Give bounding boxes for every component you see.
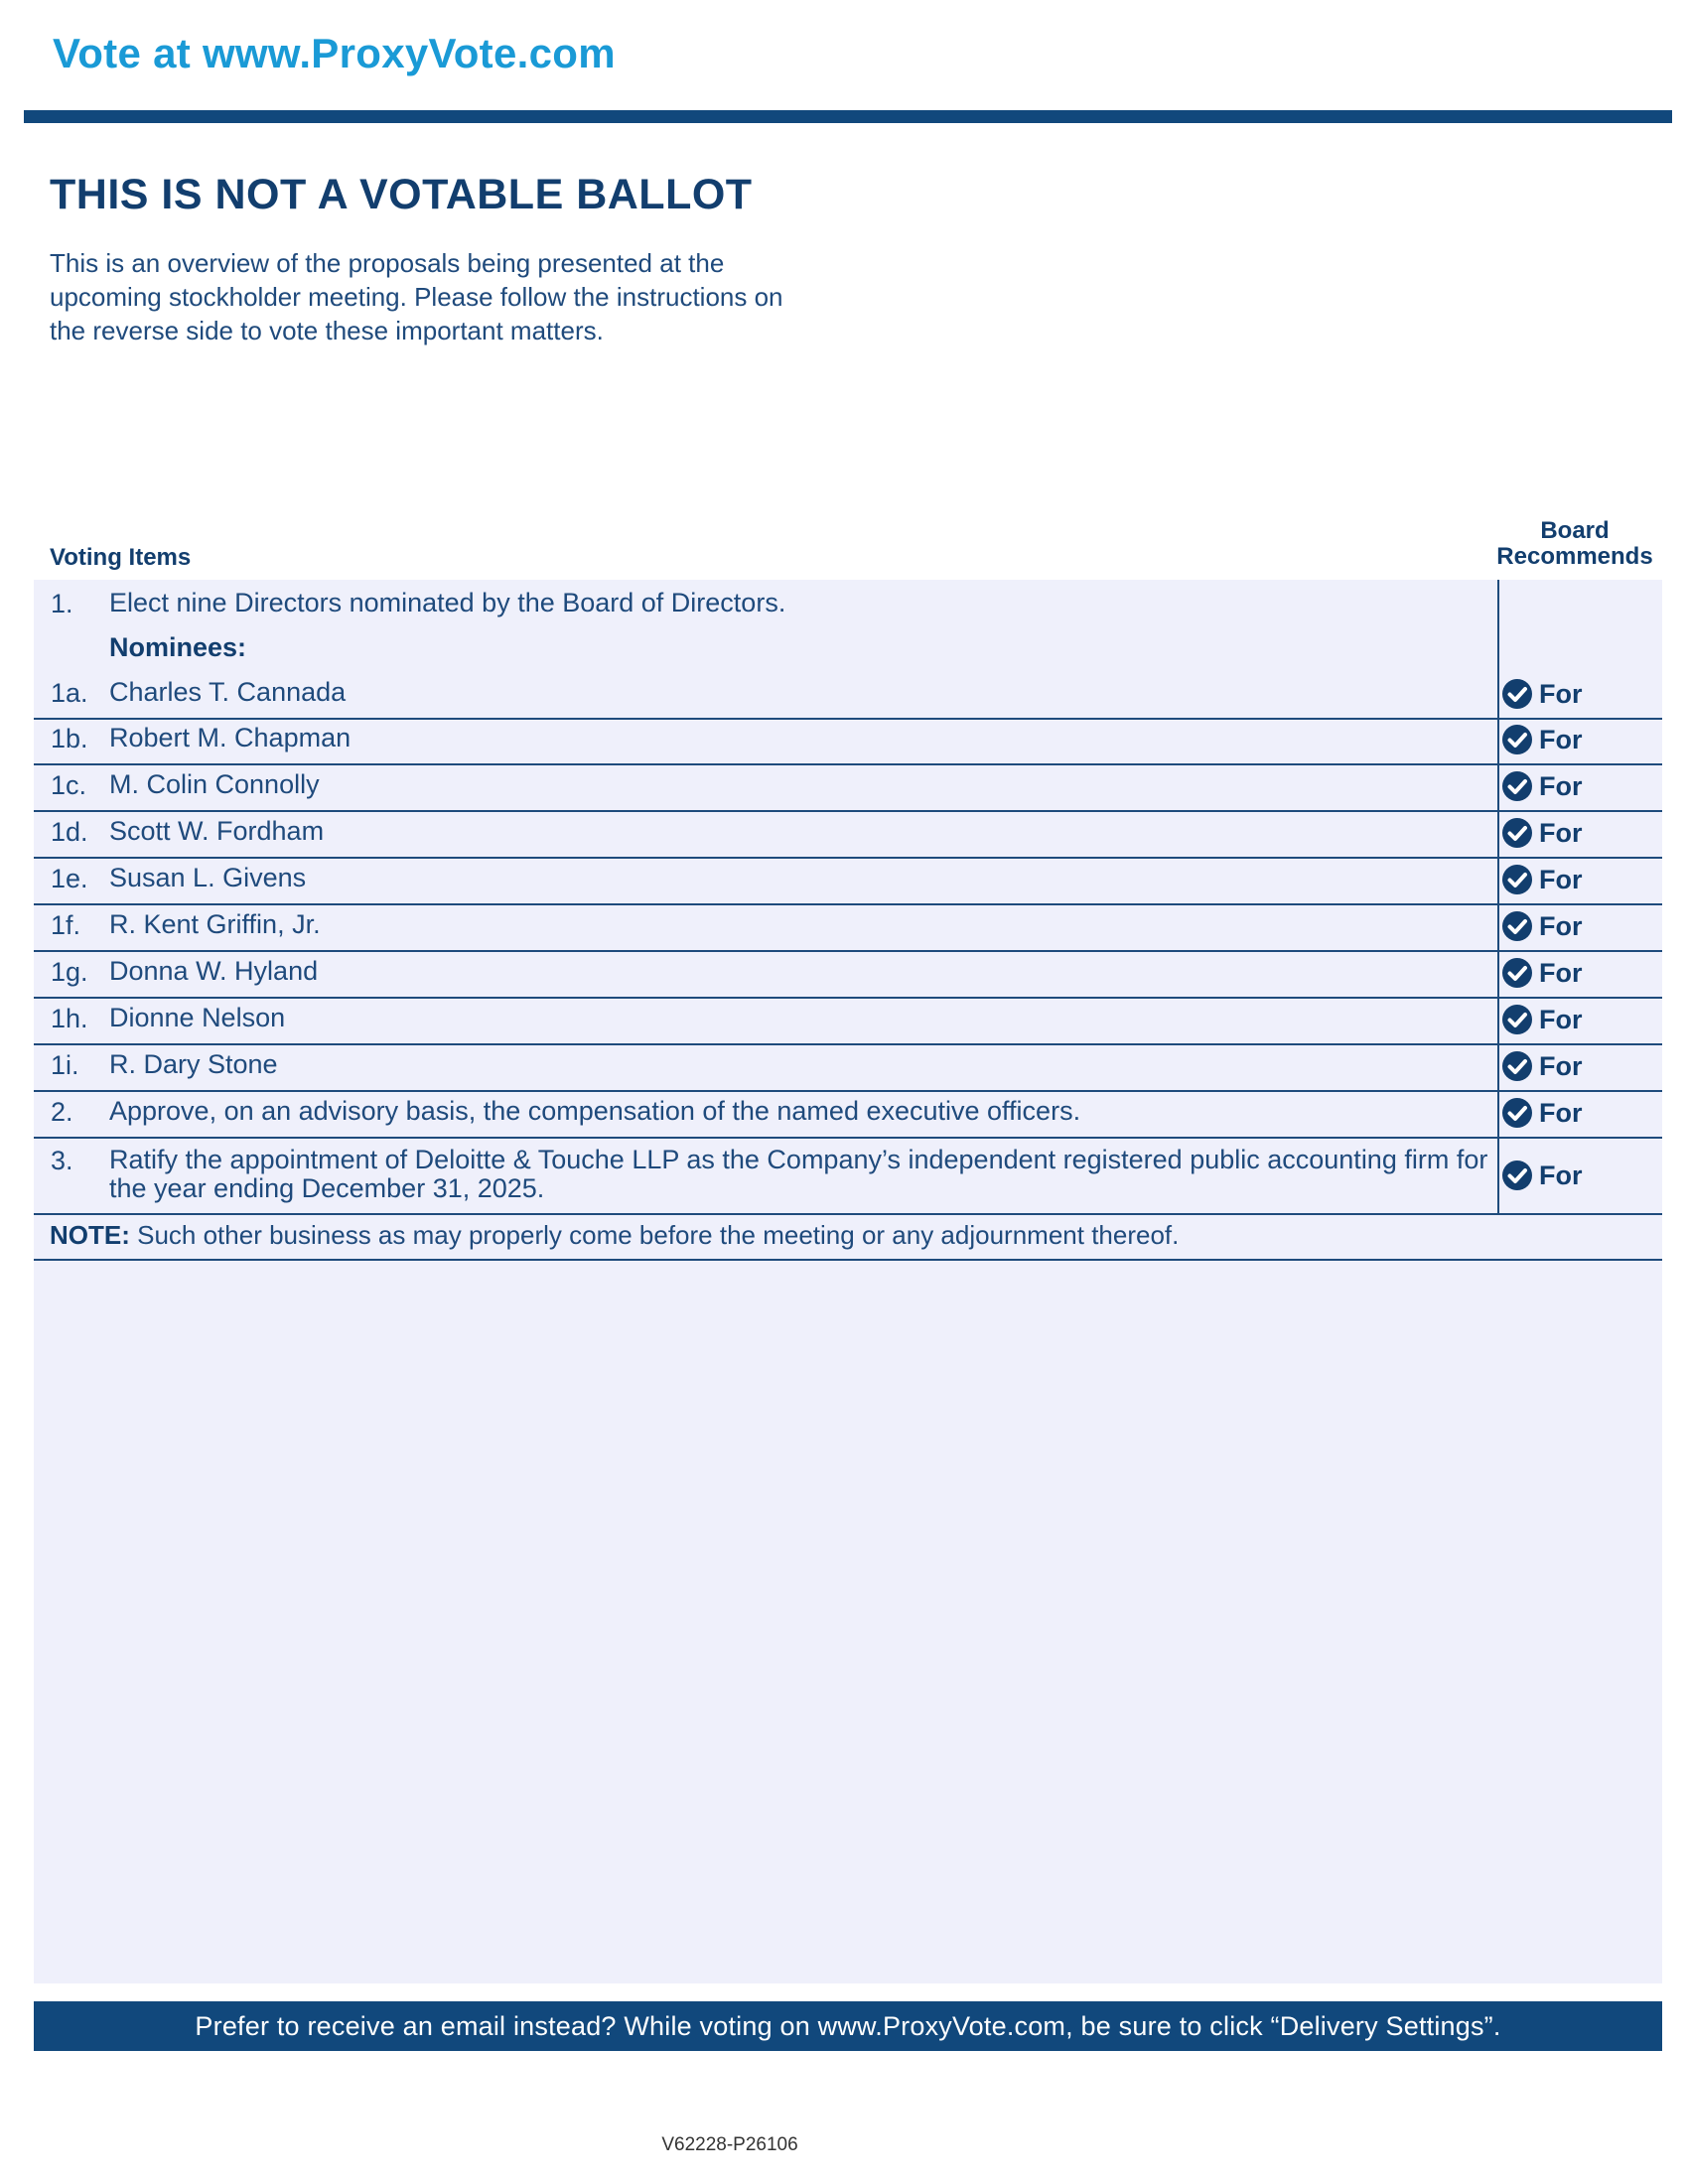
item-number: 1c.: [51, 770, 87, 800]
board-recommendation: [1501, 1160, 1583, 1191]
note-label: NOTE:: [50, 1220, 130, 1250]
board-recommendation: [1501, 957, 1583, 989]
recommendation-label: For: [1539, 678, 1583, 709]
recommendation-label: For: [1539, 770, 1583, 801]
recommendation-label: For: [1539, 957, 1583, 988]
intro-paragraph: [50, 246, 844, 347]
item-text: Scott W. Fordham: [109, 816, 325, 846]
item-text: Donna W. Hyland: [109, 956, 319, 986]
recommendation-label: For: [1539, 1050, 1583, 1081]
intro-line: the reverse side to vote these important matters.: [50, 316, 604, 345]
item-text: Robert M. Chapman: [109, 723, 352, 752]
board-recommends-line-2: Recommends: [1496, 543, 1653, 570]
item-number: 1h.: [51, 1004, 88, 1033]
table-row: [34, 674, 1662, 720]
board-recommends-header: [1487, 518, 1662, 570]
check-circle-icon: [1501, 1004, 1533, 1035]
board-recommendation: [1501, 817, 1583, 849]
item-number: 1.: [51, 589, 73, 618]
item-number: 1d.: [51, 817, 88, 847]
item-text: Elect nine Directors nominated by the Board of Directors.: [109, 588, 786, 617]
email-delivery-banner[interactable]: Prefer to receive an email instead? While voting on www.ProxyVote.com, be sure to click “Delivery Settings”.: [34, 2001, 1662, 2051]
header-rule: [24, 110, 1672, 123]
item-number: 1f.: [51, 910, 81, 940]
note-text: [50, 1220, 1179, 1251]
check-circle-icon: [1501, 957, 1533, 989]
board-recommendation: [1501, 1050, 1583, 1082]
item-text: Ratify the appointment of Deloitte & Touche LLP as the Company’s independent registered public accounting firm for the year ending December 31, 2025.: [109, 1145, 1488, 1203]
recommendation-label: For: [1539, 1160, 1583, 1190]
recommendation-label: For: [1539, 864, 1583, 894]
board-recommendation: [1501, 724, 1583, 755]
check-circle-icon: [1501, 864, 1533, 895]
check-circle-icon: [1501, 724, 1533, 755]
table-row: [34, 953, 1662, 999]
note-body: Such other business as may properly come before the meeting or any adjournment thereof.: [129, 1220, 1180, 1250]
check-circle-icon: [1501, 1160, 1533, 1191]
item-number: 2.: [51, 1097, 73, 1127]
recommendation-label: For: [1539, 910, 1583, 941]
recommendation-label: For: [1539, 817, 1583, 848]
item-number: 1i.: [51, 1050, 79, 1080]
document-code: V62228-P26106: [661, 2134, 798, 2155]
item-text: R. Dary Stone: [109, 1049, 278, 1079]
table-row: [34, 1046, 1662, 1092]
check-circle-icon: [1501, 1050, 1533, 1082]
check-circle-icon: [1501, 770, 1533, 802]
table-row: [34, 1093, 1662, 1139]
board-recommendation: [1501, 910, 1583, 942]
item-text: Susan L. Givens: [109, 863, 307, 892]
item-number: 1g.: [51, 957, 88, 987]
voting-items-header: Voting Items: [50, 544, 192, 571]
board-recommendation: [1501, 1004, 1583, 1035]
item-number: 1a.: [51, 678, 88, 708]
item-number: 3.: [51, 1146, 73, 1175]
table-row: [34, 720, 1662, 765]
table-row: [34, 860, 1662, 905]
check-circle-icon: [1501, 817, 1533, 849]
intro-line: upcoming stockholder meeting. Please follow the instructions on: [50, 282, 783, 312]
nominees-row: [34, 627, 1662, 673]
intro-line: This is an overview of the proposals being presented at the: [50, 248, 725, 278]
table-row: [34, 1000, 1662, 1045]
table-row: [34, 906, 1662, 952]
item-number: 1e.: [51, 864, 88, 893]
board-recommendation: [1501, 864, 1583, 895]
table-row: [34, 813, 1662, 859]
check-circle-icon: [1501, 910, 1533, 942]
recommendation-label: For: [1539, 724, 1583, 754]
note-row: [34, 1215, 1662, 1261]
board-recommendation: [1501, 770, 1583, 802]
table-row: [34, 1140, 1662, 1215]
check-circle-icon: [1501, 678, 1533, 710]
board-recommends-line-1: Board: [1540, 517, 1610, 544]
recommendation-label: For: [1539, 1097, 1583, 1128]
board-recommendation: [1501, 678, 1583, 710]
item-text: Charles T. Cannada: [109, 677, 347, 707]
item-row-1: [34, 582, 1662, 627]
item-text: Approve, on an advisory basis, the compensation of the named executive officers.: [109, 1096, 1081, 1126]
header-title[interactable]: Vote at www.ProxyVote.com: [53, 30, 616, 76]
item-text: R. Kent Griffin, Jr.: [109, 909, 321, 939]
table-row: [34, 766, 1662, 812]
nominees-label: Nominees:: [109, 632, 247, 662]
board-recommendation: [1501, 1097, 1583, 1129]
recommendation-label: For: [1539, 1004, 1583, 1034]
page-title: THIS IS NOT A VOTABLE BALLOT: [50, 171, 753, 218]
item-number: 1b.: [51, 724, 88, 753]
item-text: Dionne Nelson: [109, 1003, 286, 1032]
item-text: M. Colin Connolly: [109, 769, 320, 799]
check-circle-icon: [1501, 1097, 1533, 1129]
